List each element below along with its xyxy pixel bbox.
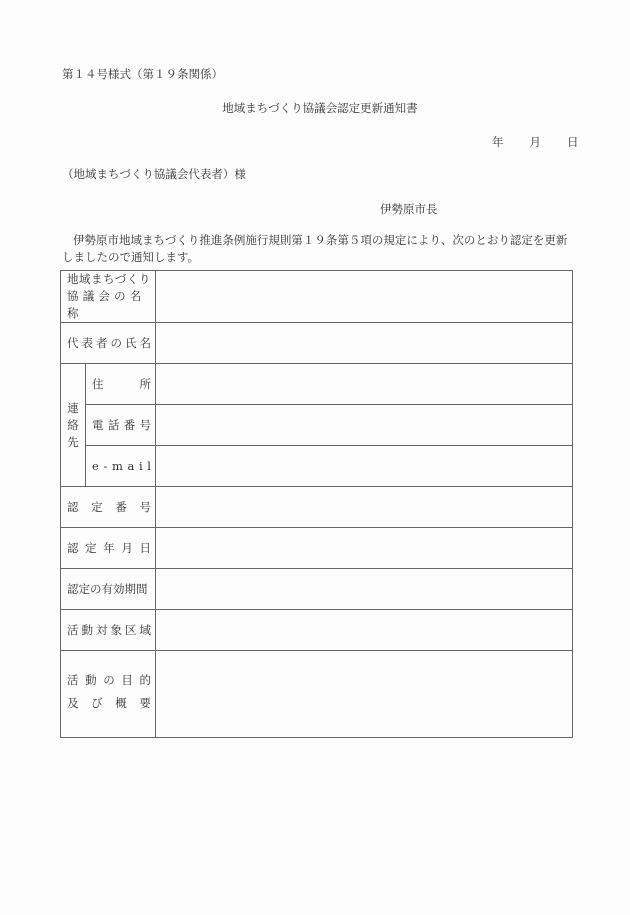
date-day-label: 日 (567, 135, 579, 149)
certification-details-table (60, 270, 573, 738)
table-row-council-name (61, 271, 573, 323)
label-certification-number: 認 定 番 号 (61, 487, 156, 528)
label-line: 協議会の名称 (67, 289, 146, 320)
representative-name-field[interactable] (156, 323, 573, 364)
table-row-validity (61, 569, 573, 610)
validity-period-field[interactable] (156, 569, 573, 610)
address-field[interactable] (156, 364, 573, 405)
phone-field[interactable] (156, 405, 573, 446)
label-activity-area: 活 動 対 象 区 域 (61, 610, 156, 651)
issue-date (492, 134, 579, 150)
label-council-name (61, 271, 156, 323)
date-year-label: 年 (492, 135, 504, 149)
sender: 伊勢原市長 (380, 202, 438, 216)
table-row-cert-date (61, 528, 573, 569)
label-address: 住 所 (86, 364, 156, 405)
activity-area-field[interactable] (156, 610, 573, 651)
email-field[interactable] (156, 446, 573, 487)
document-title: 地域まちづくり協議会認定更新通知書 (222, 101, 418, 115)
label-certification-date: 認 定 年 月 日 (61, 528, 156, 569)
label-email: e - m a i l (86, 446, 156, 487)
council-name-field[interactable] (156, 271, 573, 323)
table-row-phone (61, 405, 573, 446)
date-month-label: 月 (529, 135, 541, 149)
label-representative-name: 代 表 者 の 氏 名 (61, 323, 156, 364)
table-row-activity-area (61, 610, 573, 651)
table-row-address (61, 364, 573, 405)
notice-body: 伊勢原市地域まちづくり推進条例施行規則第１９条第５項の規定により、次のとおり認定を更新しましたので通知します。 (62, 233, 568, 264)
certification-number-field[interactable] (156, 487, 573, 528)
label-line: 地域まちづくり (67, 272, 151, 286)
label-validity-period: 認定の有効期間 (61, 569, 156, 610)
table-row-representative (61, 323, 573, 364)
certification-date-field[interactable] (156, 528, 573, 569)
table-row-activity-purpose (61, 651, 573, 738)
table-row-email (61, 446, 573, 487)
addressee: （地域まちづくり協議会代表者）様 (62, 167, 246, 181)
label-activity-purpose: 活 動 の 目 的 及 び 概 要 (61, 651, 156, 738)
form-number: 第１４号様式（第１９条関係） (62, 67, 223, 81)
table-row-cert-number (61, 487, 573, 528)
label-contact-group: 連 絡 先 (61, 364, 86, 487)
label-phone: 電 話 番 号 (86, 405, 156, 446)
activity-purpose-field[interactable] (156, 651, 573, 738)
